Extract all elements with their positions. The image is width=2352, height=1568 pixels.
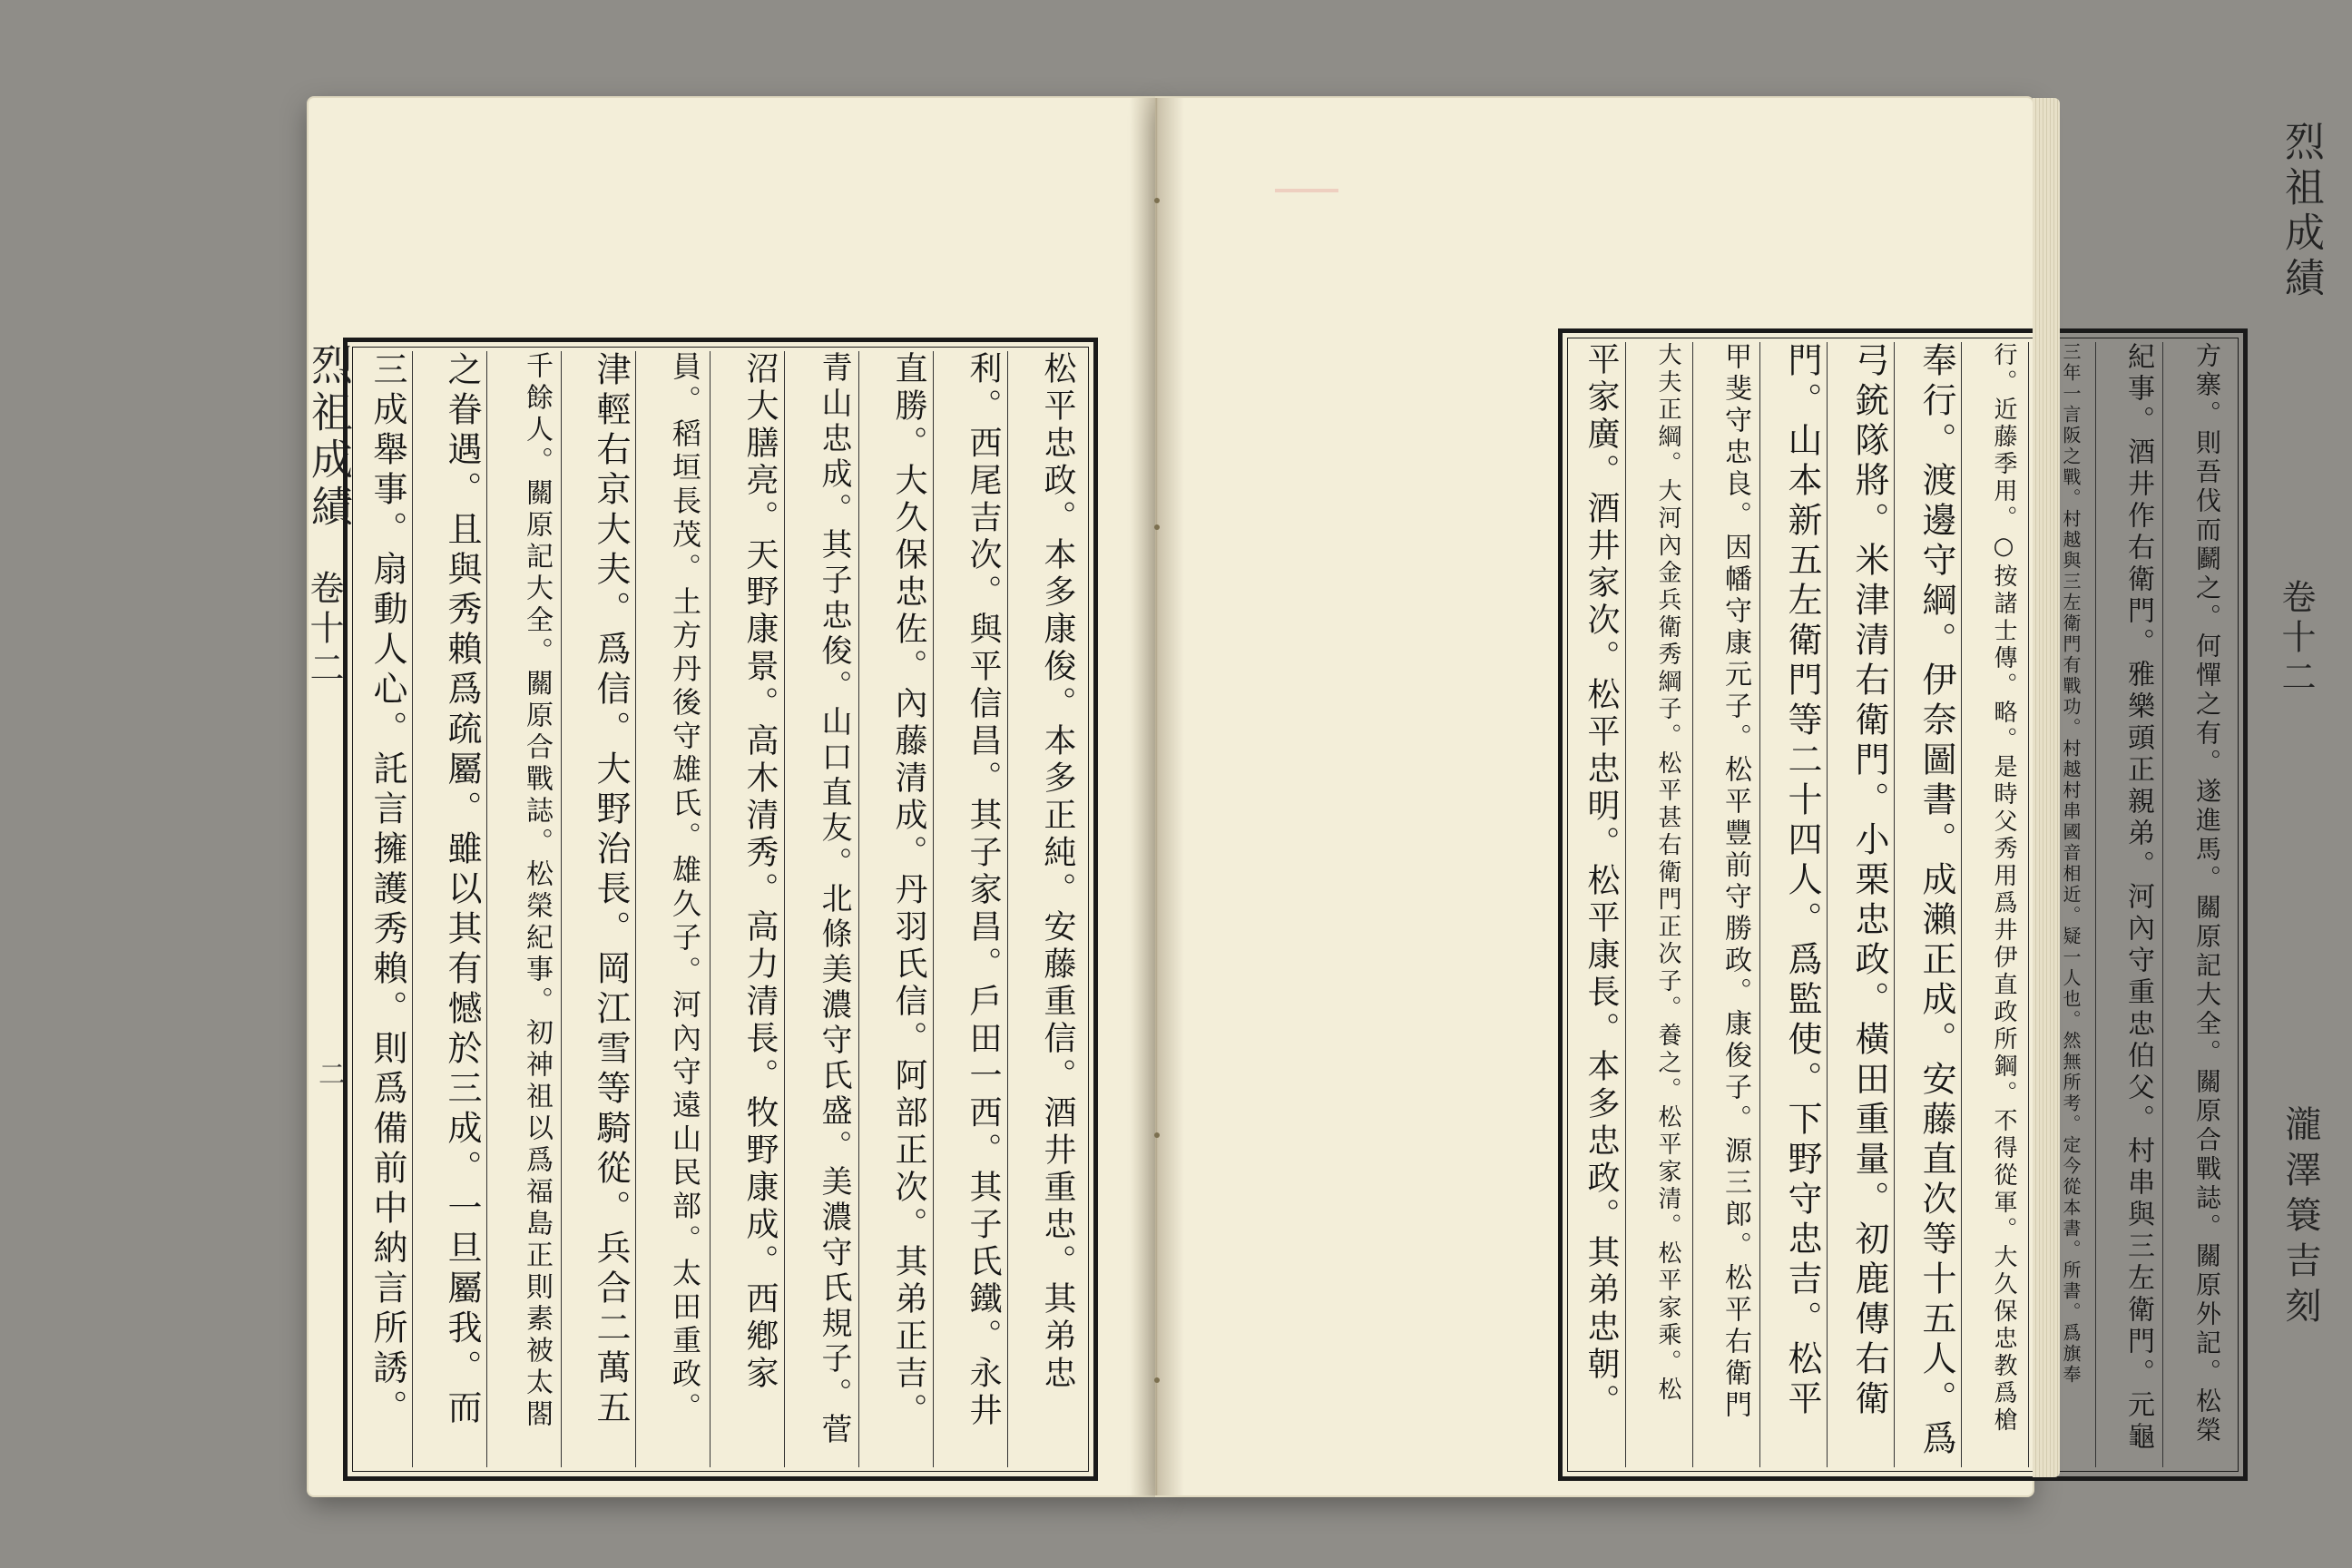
text-column: 行。近藤季用。○按諸士傳。略。是時父秀用爲井伊直政所鋼。不得從軍。大久保忠教爲槍: [1990, 342, 2017, 1435]
left-margin-title: 烈祖成績: [305, 343, 354, 532]
binding-stitch: [1154, 198, 1160, 203]
text-column: 松平忠政。本多康俊。本多正純。安藤重信。酒井重忠。其弟忠: [1039, 351, 1076, 1393]
text-column: 紀事。酒井作右衛門。雅樂頭正親弟。河內守重忠伯父。村串與三左衛門。元龜: [2122, 342, 2154, 1454]
text-column: 千餘人。關原記大全。關原合戰誌。松榮紀事。初神祖以爲福島正則素被太閤: [521, 351, 553, 1431]
text-column: 沼大膳亮。天野康景。高木清秀。高力清長。牧野康成。西鄕家: [741, 351, 779, 1393]
right-margin-volume: 卷十二: [2276, 579, 2316, 699]
text-column: 門。山本新五左衛門等二十四人。爲監使。下野守忠吉。松平: [1782, 342, 1822, 1420]
binding-stitch: [1154, 524, 1160, 530]
open-book: [304, 98, 2324, 1495]
text-column: 員。稻垣長茂。土方丹後守雄氏。雄久子。河內守遠山民部。太田重政。: [668, 351, 702, 1426]
text-column: 弓銃隊將。米津清右衛門。小栗忠政。橫田重量。初鹿傳右衛: [1849, 342, 1889, 1420]
text-column: 利。西尾吉次。與平信昌。其子家昌。戶田一西。其子氏鐵。永井: [965, 351, 1002, 1430]
text-column: 之眷遇。且與秀賴爲疏屬。雖以其有憾於三成。一旦屬我。而: [442, 351, 482, 1429]
text-column: 平家廣。酒井家次。松平忠明。松平康長。本多忠政。其弟忠朝。: [1583, 342, 1620, 1421]
left-page-number: 二: [313, 1060, 345, 1087]
right-text-frame: [1558, 328, 2248, 1481]
text-column: 奉行。渡邊守綱。伊奈圖書。成瀨正成。安藤直次等十五人。爲: [1916, 342, 1956, 1460]
carver-name: 瀧澤簑吉刻: [2279, 1105, 2321, 1332]
binding-stitch: [1154, 1132, 1160, 1138]
text-column: 青山忠成。其子忠俊。山口直友。北條美濃守氏盛。美濃守氏規子。菅: [816, 351, 852, 1448]
text-column: 津輕右京大夫。爲信。大野治長。岡江雪等騎從。兵合二萬五: [591, 351, 631, 1429]
text-column: 甲斐守忠良。因幡守康元子。松平豐前守勝政。康俊子。源三郎。松平右衛門: [1720, 342, 1751, 1422]
book-gutter: [1130, 98, 1184, 1495]
left-margin-volume: 卷十二: [304, 570, 344, 690]
text-column: 三成舉事。扇動人心。託言擁護秀賴。則爲備前中納言所誘。: [368, 351, 407, 1429]
left-page: [304, 98, 1157, 1495]
text-column: 大夫正綱。大河內金兵衛秀綱子。松平甚右衛門正次子。養之。松平家清。松平家乘。松: [1654, 342, 1681, 1404]
right-page: [1157, 98, 2324, 1495]
left-text-frame: [343, 338, 1098, 1481]
page-edges: [2033, 98, 2060, 1477]
right-margin-title: 烈祖成績: [2278, 121, 2324, 302]
text-column: 直勝。大久保忠佐。內藤清成。丹羽氏信。阿部正次。其弟正吉。: [890, 351, 927, 1430]
text-column: 三年一言阪之戰。村越與三左衛門有戰功。村越村串國音相近。疑一人也。然無所考。定今從本書。所書。爲旗奉: [2060, 342, 2082, 1386]
binding-stitch: [1154, 1377, 1160, 1383]
stamp-mark: [1275, 189, 1338, 192]
text-column: 方寨。則吾伐而鬬之。何憚之有。遂進馬。關原記大全。關原合戰誌。關原外記。松榮: [2192, 342, 2222, 1446]
